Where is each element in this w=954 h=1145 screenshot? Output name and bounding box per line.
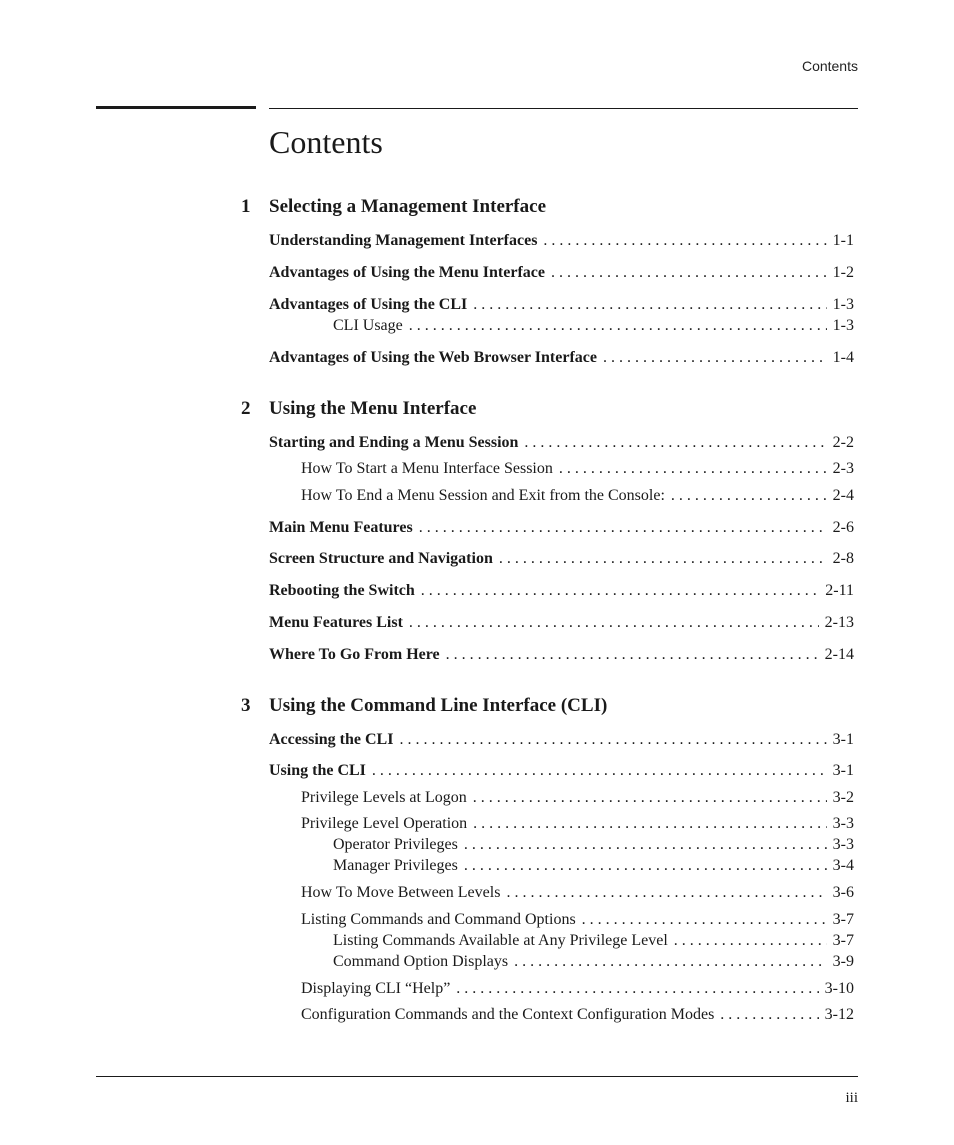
dot-leader [421,582,819,600]
dot-leader [419,519,827,537]
toc-entry-page: 3-3 [832,836,854,853]
toc-entry-title: How To Start a Menu Interface Session [301,460,553,477]
toc-entry-title: Advantages of Using the Menu Interface [269,264,545,281]
toc-entry[interactable] [269,614,854,636]
toc-entry[interactable] [333,317,854,339]
toc-entry-page: 3-1 [832,731,854,748]
toc-entry-title: Where To Go From Here [269,646,440,663]
dot-leader [603,349,827,367]
toc-entry[interactable] [269,232,854,254]
toc-entry-title: Privilege Levels at Logon [301,789,467,806]
dot-leader [464,857,827,875]
dot-leader [409,614,819,632]
toc-entry[interactable] [269,434,854,456]
toc-entry-page: 3-9 [832,953,854,970]
chapter-title: Using the Menu Interface [269,398,477,419]
chapter-number: 1 [241,196,251,217]
toc-entry[interactable] [301,487,854,509]
toc-entry[interactable] [269,731,854,753]
toc-entry-title: Manager Privileges [333,857,458,874]
toc-entry-page: 2-14 [824,646,854,663]
toc-entry-page: 2-2 [832,434,854,451]
footer-rule [96,1076,858,1077]
toc-entry[interactable] [269,519,854,541]
toc-entry-title: Advantages of Using the Web Browser Interface [269,349,597,366]
page-number: iii [845,1090,858,1106]
toc-entry-title: Accessing the CLI [269,731,394,748]
dot-leader [671,487,827,505]
toc-entry-page: 3-7 [832,932,854,949]
toc-entry-title: Understanding Management Interfaces [269,232,538,249]
toc-entry-title: Starting and Ending a Menu Session [269,434,519,451]
toc-entry-title: Advantages of Using the CLI [269,296,468,313]
dot-leader [446,646,819,664]
toc-entry[interactable] [301,815,854,837]
toc-entry[interactable] [269,296,854,318]
dot-leader [473,789,827,807]
toc-entry[interactable] [333,932,854,954]
chapter-heading[interactable] [241,398,476,424]
toc-entry[interactable] [269,762,854,784]
dot-leader [399,731,826,749]
toc-entry-page: 3-6 [832,884,854,901]
dot-leader [720,1006,818,1024]
dot-leader [372,762,827,780]
toc-entry[interactable] [333,836,854,858]
chapter-number: 2 [241,398,251,419]
chapter-number: 3 [241,695,251,716]
toc-entry-page: 3-10 [824,980,854,997]
dot-leader [473,815,827,833]
toc-entry-title: Listing Commands Available at Any Privilege Level [333,932,668,949]
dot-leader [543,232,826,250]
toc-entry-page: 3-1 [832,762,854,779]
toc-entry-page: 2-8 [832,550,854,567]
toc-entry[interactable] [301,884,854,906]
toc-entry[interactable] [333,953,854,975]
toc-entry-title: Displaying CLI “Help” [301,980,451,997]
toc-entry[interactable] [333,857,854,879]
dot-leader [473,296,826,314]
toc-entry[interactable] [301,1006,854,1028]
toc-entry-page: 3-2 [832,789,854,806]
chapter-heading[interactable] [241,196,546,222]
dot-leader [582,911,827,929]
toc-entry-page: 3-12 [824,1006,854,1023]
toc-entry-title: Operator Privileges [333,836,458,853]
toc-entry[interactable] [301,789,854,811]
dot-leader [514,953,827,971]
toc-entry-title: How To Move Between Levels [301,884,501,901]
toc-entry-page: 1-3 [832,317,854,334]
dot-leader [524,434,826,452]
header-rule-right [269,108,858,109]
toc-entry-page: 1-4 [832,349,854,366]
toc-entry[interactable] [269,646,854,668]
chapter-title: Using the Command Line Interface (CLI) [269,695,608,716]
toc-entry-page: 2-4 [832,487,854,504]
toc-entry-page: 2-13 [824,614,854,631]
toc-entry-page: 2-3 [832,460,854,477]
toc-entry-page: 2-6 [832,519,854,536]
page-title: Contents [269,124,383,160]
toc-entry[interactable] [269,349,854,371]
toc-entry-page: 3-7 [832,911,854,928]
toc-entry-page: 3-3 [832,815,854,832]
toc-entry-title: Screen Structure and Navigation [269,550,493,567]
toc-entry-page: 2-11 [825,582,854,599]
toc-entry-title: Listing Commands and Command Options [301,911,576,928]
toc-entry-title: Main Menu Features [269,519,413,536]
toc-entry-title: CLI Usage [333,317,403,334]
running-head: Contents [801,58,858,74]
toc-entry-page: 3-4 [832,857,854,874]
header-rule-left [96,106,256,109]
toc-entry-page: 1-3 [832,296,854,313]
toc-entry[interactable] [301,460,854,482]
toc-entry[interactable] [301,980,854,1002]
toc-entry-title: How To End a Menu Session and Exit from the Console: [301,487,665,504]
dot-leader [464,836,827,854]
toc-entry-title: Using the CLI [269,762,366,779]
toc-entry[interactable] [269,582,854,604]
toc-entry-title: Command Option Displays [333,953,509,970]
dot-leader [506,884,826,902]
dot-leader [499,550,827,568]
dot-leader [456,980,818,998]
chapter-title: Selecting a Management Interface [269,196,547,217]
chapter-heading[interactable] [241,695,607,721]
toc-entry-title: Menu Features List [269,614,403,631]
toc-entry-title: Privilege Level Operation [301,815,468,832]
toc-entry[interactable] [269,264,854,286]
toc-entry[interactable] [301,911,854,933]
toc-entry-title: Rebooting the Switch [269,582,415,599]
toc-entry-page: 1-1 [832,232,854,249]
dot-leader [409,317,827,335]
toc-entry-page: 1-2 [832,264,854,281]
dot-leader [674,932,827,950]
toc-entry[interactable] [269,550,854,572]
toc-entry-title: Configuration Commands and the Context Configuration Modes [301,1006,715,1023]
dot-leader [551,264,827,282]
dot-leader [559,460,827,478]
